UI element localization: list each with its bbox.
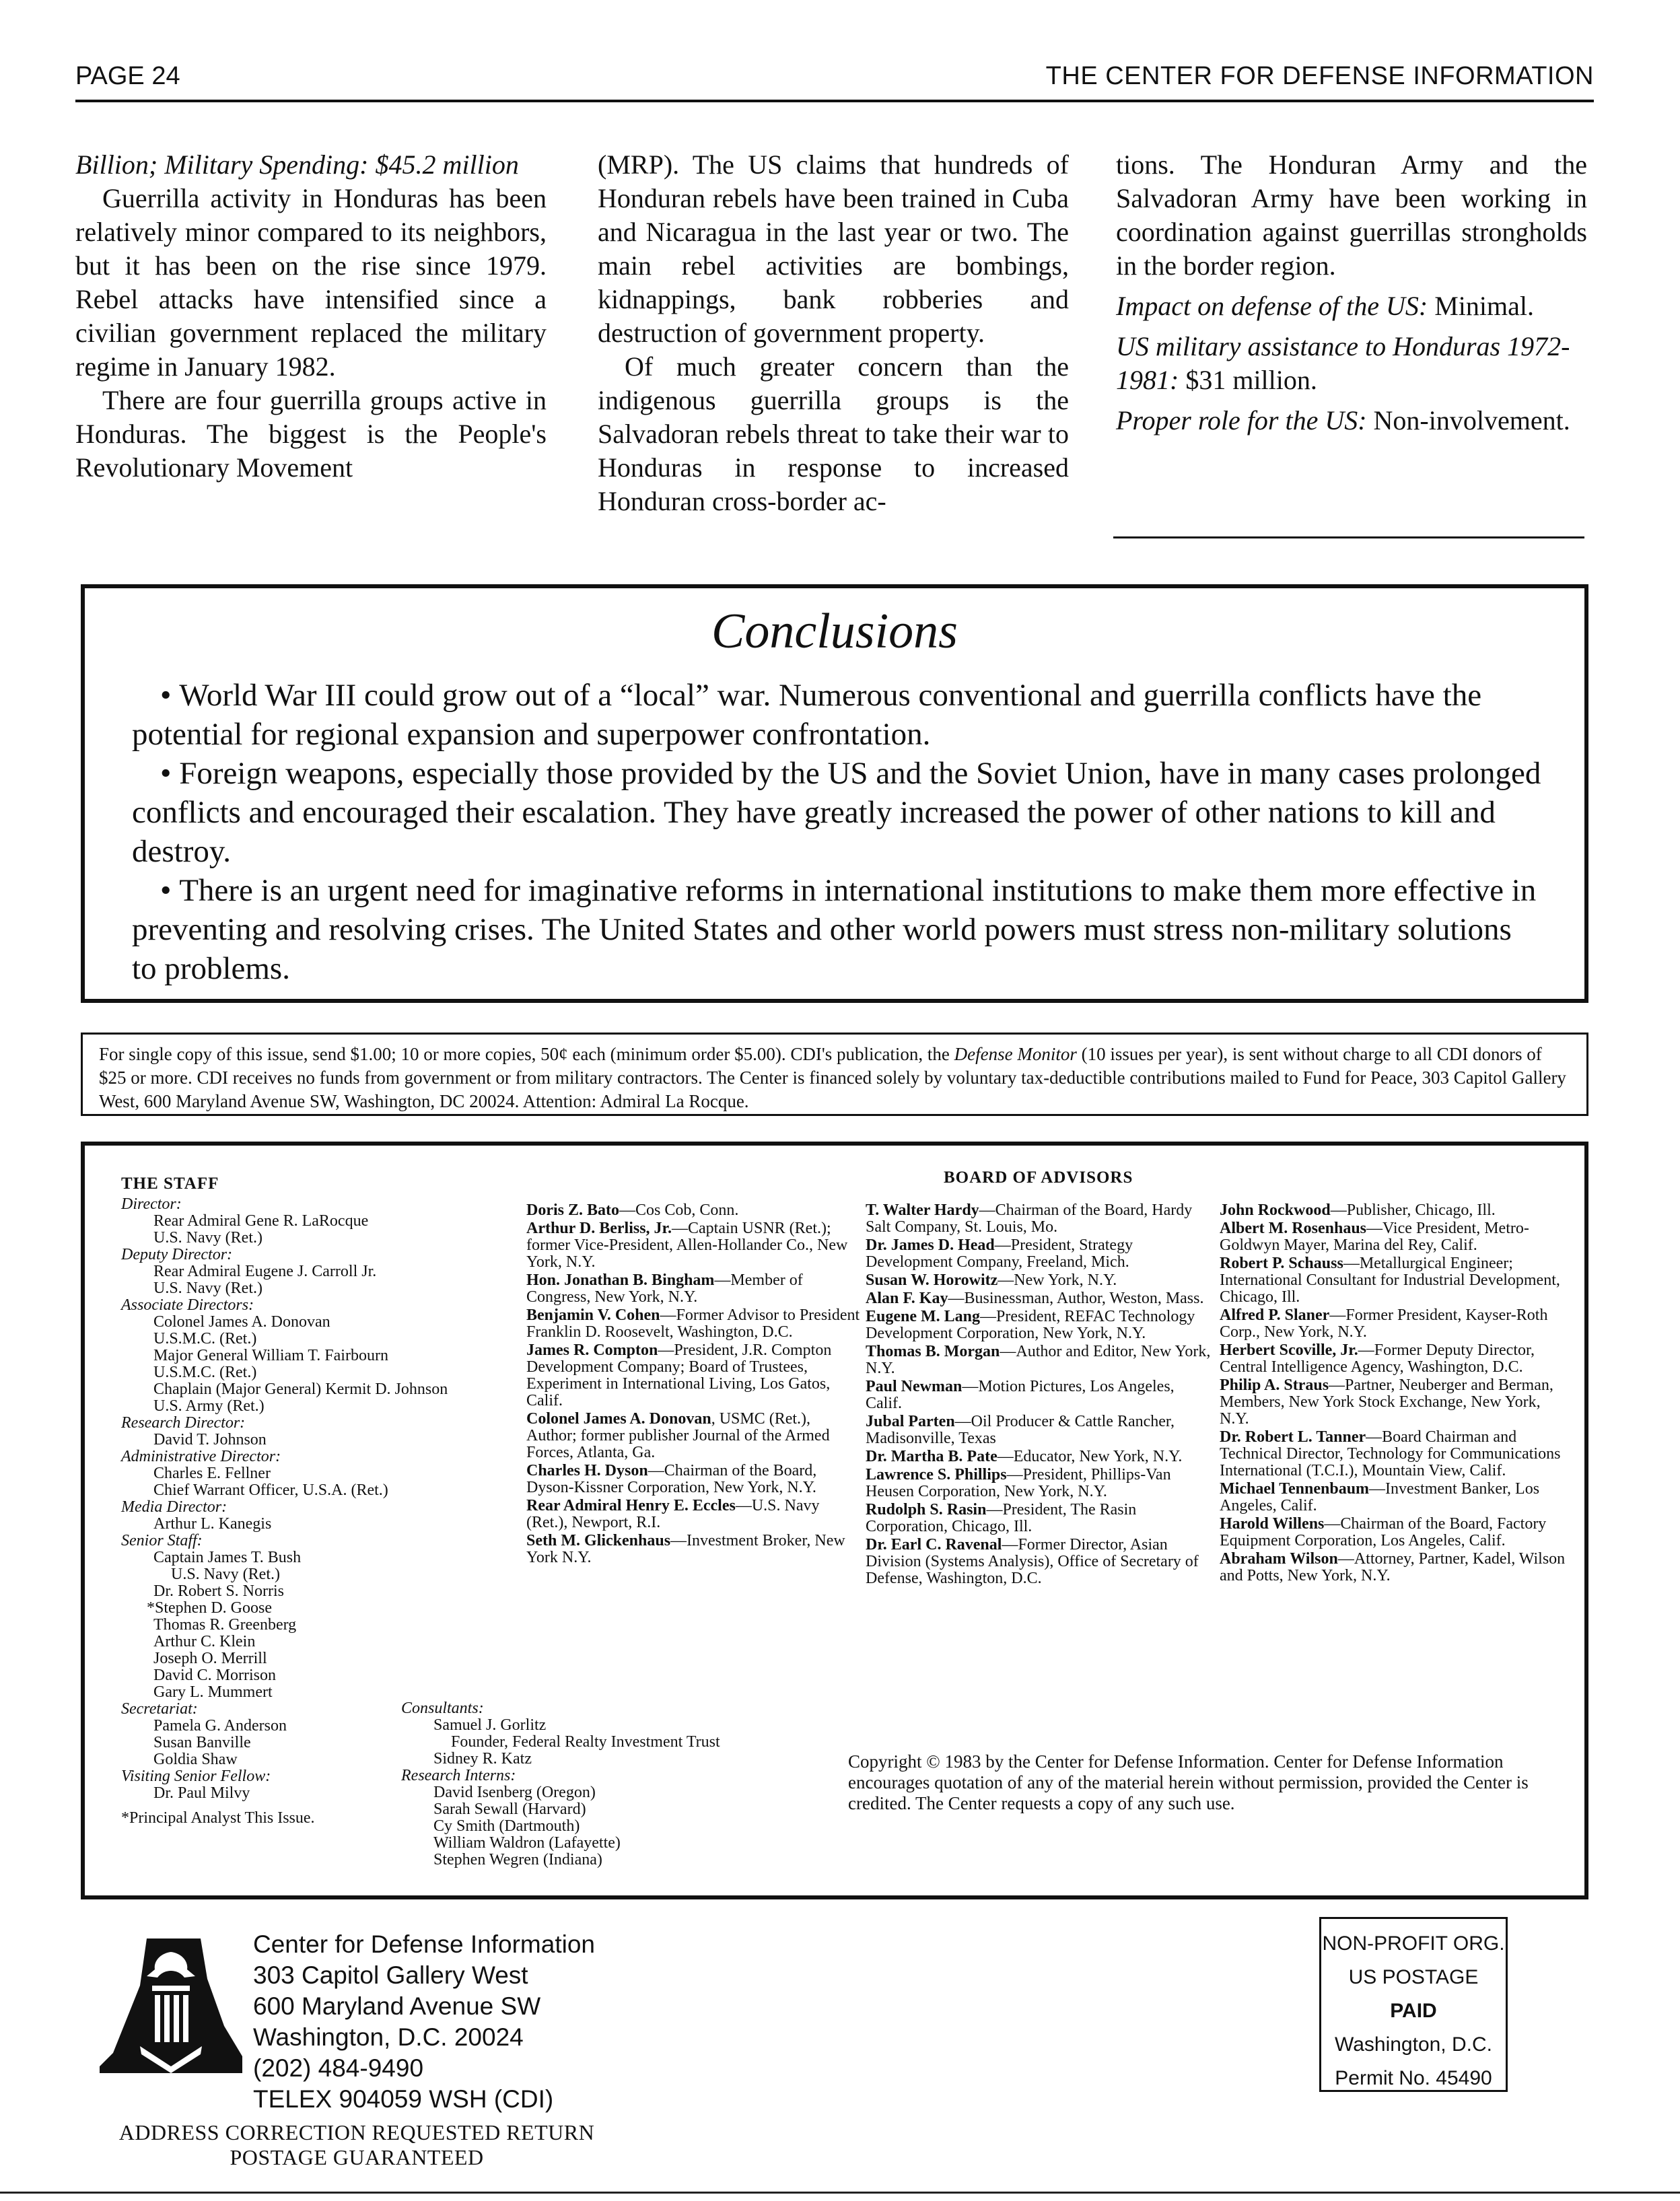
- board-entry: [1220, 1551, 1570, 1584]
- board-entry: [526, 1463, 863, 1496]
- advisor-description: —President, Phillips-Van Heusen Corporation, New York, N.Y.: [866, 1466, 1171, 1500]
- advisor-name: Harold Willens: [1220, 1515, 1325, 1533]
- board-entry: [526, 1533, 863, 1566]
- conclusions-box: [81, 584, 1588, 1003]
- advisor-name: Susan W. Horowitz: [866, 1271, 998, 1289]
- staff-name: Chief Warrant Officer, U.S.A. (Ret.): [153, 1481, 388, 1499]
- staff-name: U.S.M.C. (Ret.): [153, 1330, 257, 1348]
- staff-box: [81, 1142, 1588, 1899]
- advisor-description: —Chairman of the Board, Dyson-Kissner Corporation, New York, N.Y.: [526, 1462, 817, 1496]
- staff-name: U.S. Navy (Ret.): [153, 1229, 262, 1247]
- staff-name: Rear Admiral Gene R. LaRocque: [153, 1212, 369, 1230]
- board-entry: [866, 1202, 1212, 1236]
- board-entry: [1220, 1202, 1570, 1219]
- advisor-name: Albert M. Rosenhaus: [1220, 1220, 1367, 1237]
- advisor-name: Eugene M. Lang: [866, 1308, 981, 1325]
- advisor-description: —Investment Broker, New York N.Y.: [526, 1532, 845, 1566]
- role-label: Visiting Senior Fellow:: [121, 1768, 271, 1785]
- staff-name: Pamela G. Anderson: [153, 1717, 287, 1735]
- staff-name: U.S.M.C. (Ret.): [153, 1364, 257, 1381]
- conclusion-item: [132, 754, 1544, 871]
- advisor-description: —Metallurgical Engineer; International Consultant for Industrial Development, Chicago, Ill.: [1220, 1255, 1560, 1306]
- advisor-name: Dr. Martha B. Pate: [866, 1448, 998, 1465]
- intern-name: William Waldron (Lafayette): [433, 1834, 621, 1852]
- bullet-icon: •: [160, 678, 172, 713]
- board-entry: [866, 1413, 1212, 1447]
- staff-footnote: *Principal Analyst This Issue.: [121, 1809, 315, 1827]
- staff-heading: THE STAFF: [121, 1175, 219, 1193]
- board-entry: [866, 1237, 1212, 1271]
- impact-label: Impact on defense of the US:: [1116, 291, 1428, 321]
- board-entry: [866, 1378, 1212, 1412]
- board-entry: [526, 1202, 863, 1219]
- board-entry: [1220, 1377, 1570, 1428]
- staff-name: Captain James T. Bush: [153, 1549, 302, 1566]
- advisor-description: —Partner, Neuberger and Berman, Members, New York Stock Exchange, New York, N.Y.: [1220, 1376, 1553, 1428]
- advisor-description: —New York, N.Y.: [998, 1271, 1117, 1289]
- bullet-icon: •: [160, 873, 172, 908]
- advisor-description: —Vice President, Metro-Goldwyn Mayer, Marina del Rey, Calif.: [1220, 1220, 1529, 1254]
- advisor-description: —Oil Producer & Cattle Rancher, Madisonville, Texas: [866, 1413, 1175, 1447]
- postage-indicia: [1319, 1917, 1508, 2092]
- return-notice: [74, 2120, 639, 2170]
- advisor-name: Michael Tennenbaum: [1220, 1480, 1370, 1498]
- advisor-description: —Captain USNR (Ret.); former Vice-President, Allen-Hollander Co., New York, N.Y.: [526, 1220, 848, 1271]
- paragraph: Of much greater concern than the indigenous guerrilla groups is the Salvadoran rebels threat to take their war to Honduras in response to increased Honduran cross-border ac-: [598, 351, 1069, 516]
- staff-name: Charles E. Fellner: [153, 1465, 271, 1482]
- staff-name: Arthur L. Kanegis: [153, 1515, 272, 1533]
- advisor-description: —Former Deputy Director, Central Intelligence Agency, Washington, D.C.: [1220, 1341, 1535, 1376]
- role-label: Research Director:: [121, 1414, 246, 1432]
- role-label: Secretariat:: [121, 1700, 198, 1718]
- return-line: POSTAGE GUARANTEED: [230, 2145, 484, 2169]
- board-entry: [1220, 1307, 1570, 1341]
- conclusion-text: Foreign weapons, especially those provided by the US and the Soviet Union, have in many cases prolonged conflicts and encouraged their escalation. They have greatly increased the power of other nations to kill and destroy.: [132, 756, 1541, 869]
- intern-name: David Isenberg (Oregon): [433, 1784, 596, 1801]
- advisor-name: Herbert Scoville, Jr.: [1220, 1341, 1358, 1359]
- advisor-name: Benjamin V. Cohen: [526, 1306, 660, 1324]
- conclusion-text: There is an urgent need for imaginative reforms in international institutions to make them more effective in preventing and resolving crises. The United States and other world powers must stress non-military solutions to problems.: [132, 873, 1537, 986]
- assistance-label: US military assistance to Honduras 1972-1981:: [1116, 331, 1570, 395]
- role-label: Administrative Director:: [121, 1448, 281, 1465]
- paragraph: (MRP). The US claims that hundreds of Honduran rebels have been trained in Cuba and Nicaragua in the last year or two. The main rebel activities are bombings, kidnappings, bank robberies and destruction of government property.: [598, 149, 1069, 348]
- staff-name: Gary L. Mummert: [153, 1683, 273, 1701]
- intern-name: Cy Smith (Dartmouth): [433, 1817, 580, 1835]
- advisor-name: Colonel James A. Donovan: [526, 1410, 711, 1428]
- advisor-description: —Member of Congress, New York, N.Y.: [526, 1271, 803, 1306]
- note-text: (10 issues per year), is sent without charge to all CDI donors of $25 or more. CDI receives no funds from government or from military contractors. The Center is financed solely by voluntary tax-deductible contributions mailed to Fund for Peace, 303 Capitol Gallery West, 600 Maryland Avenue SW, Washington, DC 20024. Attention: Admiral La Rocque.: [99, 1044, 1566, 1111]
- article-column-2: [598, 148, 1069, 518]
- lead-fragment: Billion; Military Spending: $45.2 million: [75, 149, 519, 180]
- staff-name: Goldia Shaw: [153, 1751, 238, 1768]
- intern-name: Stephen Wegren (Indiana): [433, 1851, 602, 1868]
- org-name: Center for Defense Information: [253, 1930, 595, 1958]
- advisor-description: , USMC (Ret.), Author; former publisher Journal of the Armed Forces, Atlanta, Ga.: [526, 1410, 830, 1461]
- staff-name: Major General William T. Fairbourn: [153, 1347, 388, 1364]
- staff-name: Dr. Robert S. Norris: [153, 1582, 284, 1600]
- board-entry: [526, 1220, 863, 1271]
- role-label: Proper role for the US:: [1116, 405, 1367, 435]
- board-entry: [866, 1343, 1212, 1377]
- advisor-name: Hon. Jonathan B. Bingham: [526, 1271, 715, 1289]
- board-entry: [866, 1290, 1212, 1307]
- staff-name: U.S. Navy (Ret.): [171, 1566, 280, 1583]
- board-entry: [1220, 1342, 1570, 1376]
- indicia-line: NON-PROFIT ORG.: [1322, 1932, 1505, 1955]
- staff-name: Joseph O. Merrill: [153, 1650, 267, 1667]
- advisor-description: —Chairman of the Board, Hardy Salt Company, St. Louis, Mo.: [866, 1201, 1193, 1236]
- phone-number: (202) 484-9490: [253, 2054, 424, 2082]
- paragraph: tions. The Honduran Army and the Salvadoran Army have been working in coordination against guerrillas strongholds in the border region.: [1116, 149, 1587, 281]
- role-label: Consultants:: [401, 1700, 484, 1717]
- advisor-name: T. Walter Hardy: [866, 1201, 979, 1219]
- bullet-icon: •: [160, 756, 172, 791]
- advisor-name: Alan F. Kay: [866, 1290, 948, 1307]
- advisor-name: Rudolph S. Rasin: [866, 1501, 987, 1518]
- board-entry: [866, 1537, 1212, 1587]
- advisor-description: —Board Chairman and Technical Director, Technology for Communications International (T.C.I.), Mountain View, Calif.: [1220, 1428, 1561, 1479]
- advisor-name: Robert P. Schauss: [1220, 1255, 1343, 1272]
- paragraph: Guerrilla activity in Honduras has been relatively minor compared to its neighbors, but it has been on the rise since 1979. Rebel attacks have intensified since a civilian government replaced the military regime in January 1982.: [75, 183, 547, 382]
- board-entry: [526, 1411, 863, 1461]
- cdi-eagle-logo: [100, 1938, 242, 2073]
- advisor-description: —Former President, Kayser-Roth Corp., New York, N.Y.: [1220, 1306, 1548, 1341]
- board-entry: [1220, 1516, 1570, 1549]
- staff-name: David T. Johnson: [153, 1431, 267, 1448]
- advisor-description: —Investment Banker, Los Angeles, Calif.: [1220, 1480, 1540, 1514]
- consultant-desc: Founder, Federal Realty Investment Trust: [451, 1733, 720, 1751]
- mailing-address: [253, 1929, 595, 2115]
- indicia-paid: PAID: [1390, 2000, 1437, 2022]
- advisor-name: Doris Z. Bato: [526, 1201, 619, 1219]
- note-publication: Defense Monitor: [954, 1044, 1077, 1064]
- advisor-description: —Cos Cob, Conn.: [619, 1201, 739, 1219]
- address-line: 303 Capitol Gallery West: [253, 1961, 528, 1989]
- impact-line: [1116, 289, 1587, 323]
- board-entry: [866, 1272, 1212, 1289]
- staff-name: Dr. Paul Milvy: [153, 1784, 250, 1802]
- role-label: Media Director:: [121, 1498, 228, 1516]
- subscription-note: [81, 1033, 1588, 1116]
- staff-name: Chaplain (Major General) Kermit D. Johnson: [153, 1381, 448, 1398]
- board-entry: [526, 1307, 863, 1341]
- header-rule: [75, 100, 1594, 102]
- board-column: [526, 1202, 863, 1568]
- impact-value: Minimal.: [1434, 291, 1534, 321]
- staff-name: Thomas R. Greenberg: [153, 1616, 297, 1634]
- page-bottom-edge: [0, 2192, 1680, 2194]
- publication-title: THE CENTER FOR DEFENSE INFORMATION: [1045, 62, 1594, 90]
- advisor-description: —Businessman, Author, Weston, Mass.: [948, 1290, 1204, 1307]
- advisor-name: Charles H. Dyson: [526, 1462, 648, 1479]
- conclusion-item: [132, 676, 1544, 754]
- board-entry: [526, 1342, 863, 1409]
- paragraph: There are four guerrilla groups active in Honduras. The biggest is the People's Revolutionary Movement: [75, 385, 547, 483]
- advisor-description: —Publisher, Chicago, Ill.: [1330, 1201, 1496, 1219]
- advisor-name: Arthur D. Berliss, Jr.: [526, 1220, 672, 1237]
- conclusion-item: [132, 871, 1544, 988]
- advisor-description: —President, REFAC Technology Development Corporation, New York, N.Y.: [866, 1308, 1195, 1342]
- role-label: Director:: [121, 1195, 182, 1213]
- advisor-name: Seth M. Glickenhaus: [526, 1532, 671, 1549]
- board-entry: [866, 1467, 1212, 1500]
- role-label: Associate Directors:: [121, 1296, 254, 1314]
- staff-name: Rear Admiral Eugene J. Carroll Jr.: [153, 1263, 377, 1280]
- staff-name: Colonel James A. Donovan: [153, 1313, 330, 1331]
- board-entry: [1220, 1481, 1570, 1514]
- advisor-description: —President, Strategy Development Company, Freeland, Mich.: [866, 1236, 1133, 1271]
- advisor-description: —President, J.R. Compton Development Company; Board of Trustees, Experiment in International Living, Los Gatos, Calif.: [526, 1341, 832, 1409]
- indicia-line: US POSTAGE: [1348, 1966, 1479, 1988]
- advisor-name: Lawrence S. Phillips: [866, 1466, 1007, 1483]
- staff-name: David C. Morrison: [153, 1667, 276, 1684]
- advisor-name: Jubal Parten: [866, 1413, 955, 1430]
- consultants-column: [401, 1700, 818, 1868]
- address-line: Washington, D.C. 20024: [253, 2023, 524, 2051]
- staff-name: *Stephen D. Goose: [147, 1599, 272, 1617]
- board-column: [1220, 1202, 1570, 1586]
- staff-name: U.S. Army (Ret.): [153, 1397, 265, 1415]
- role-label: Senior Staff:: [121, 1532, 203, 1549]
- advisor-name: Philip A. Straus: [1220, 1376, 1329, 1394]
- advisor-name: Paul Newman: [866, 1378, 963, 1395]
- address-line: 600 Maryland Avenue SW: [253, 1992, 541, 2020]
- board-entry: [1220, 1255, 1570, 1306]
- telex-number: TELEX 904059 WSH (CDI): [253, 2085, 554, 2113]
- board-entry: [526, 1498, 863, 1531]
- board-entry: [526, 1272, 863, 1306]
- assistance-value: $31 million.: [1185, 365, 1317, 395]
- consultant-name: Sidney R. Katz: [433, 1750, 532, 1768]
- role-line: [1116, 404, 1587, 438]
- board-entry: [866, 1502, 1212, 1535]
- advisor-description: —Attorney, Partner, Kadel, Wilson and Potts, New York, N.Y.: [1220, 1550, 1566, 1584]
- advisor-description: —Educator, New York, N.Y.: [997, 1448, 1183, 1465]
- indicia-line: Washington, D.C.: [1335, 2033, 1492, 2056]
- board-heading: BOARD OF ADVISORS: [944, 1168, 1133, 1187]
- assistance-line: [1116, 330, 1587, 397]
- column-end-rule: [1113, 536, 1584, 538]
- copyright-notice: Copyright © 1983 by the Center for Defense Information. Center for Defense Information encourages quotation of any of the material herein without permission, provided the Center is credited. The Center requests a copy of any such use.: [848, 1751, 1529, 1813]
- advisor-name: Dr. James D. Head: [866, 1236, 995, 1254]
- advisor-description: —Author and Editor, New York, N.Y.: [866, 1343, 1211, 1377]
- advisor-name: John Rockwood: [1220, 1201, 1331, 1219]
- board-entry: [866, 1448, 1212, 1465]
- article-column-1: [75, 148, 547, 485]
- page-number: PAGE 24: [75, 62, 180, 90]
- role-label: Research Interns:: [401, 1767, 516, 1784]
- return-line: ADDRESS CORRECTION REQUESTED RETURN: [118, 2120, 595, 2144]
- advisor-description: —Motion Pictures, Los Angeles, Calif.: [866, 1378, 1175, 1412]
- advisor-description: —U.S. Navy (Ret.), Newport, R.I.: [526, 1497, 820, 1531]
- staff-name: Arthur C. Klein: [153, 1633, 256, 1650]
- consultant-name: Samuel J. Gorlitz: [433, 1716, 547, 1734]
- role-value: Non-involvement.: [1373, 405, 1570, 435]
- advisor-name: Abraham Wilson: [1220, 1550, 1338, 1568]
- advisor-name: Dr. Earl C. Ravenal: [866, 1536, 1002, 1553]
- conclusion-text: World War III could grow out of a “local” war. Numerous conventional and guerrilla conflicts have the potential for regional expansion and superpower confrontation.: [132, 678, 1482, 752]
- board-entry: [1220, 1220, 1570, 1254]
- indicia-permit: Permit No. 45490: [1335, 2067, 1492, 2089]
- article-column-3: [1116, 148, 1587, 438]
- note-text: For single copy of this issue, send $1.00; 10 or more copies, 50¢ each (minimum order $5.00). CDI's publication, the: [99, 1044, 954, 1064]
- role-label: Deputy Director:: [121, 1246, 233, 1263]
- advisor-name: Alfred P. Slaner: [1220, 1306, 1330, 1324]
- staff-name: Susan Banville: [153, 1734, 251, 1751]
- advisor-description: —Former Advisor to President Franklin D. Roosevelt, Washington, D.C.: [526, 1306, 860, 1341]
- advisor-name: James R. Compton: [526, 1341, 658, 1359]
- conclusions-list: [132, 676, 1544, 988]
- advisor-name: Thomas B. Morgan: [866, 1343, 1000, 1360]
- board-entry: [866, 1308, 1212, 1342]
- board-entry: [1220, 1429, 1570, 1479]
- conclusions-title: Conclusions: [711, 604, 958, 659]
- intern-name: Sarah Sewall (Harvard): [433, 1801, 586, 1818]
- advisor-name: Rear Admiral Henry E. Eccles: [526, 1497, 736, 1514]
- advisor-description: —President, The Rasin Corporation, Chicago, Ill.: [866, 1501, 1137, 1535]
- advisor-description: —Chairman of the Board, Factory Equipment Corporation, Los Angeles, Calif.: [1220, 1515, 1547, 1549]
- advisor-description: —Former Director, Asian Division (Systems Analysis), Office of Secretary of Defense, Washington, D.C.: [866, 1536, 1199, 1587]
- staff-name: U.S. Navy (Ret.): [153, 1280, 262, 1297]
- advisor-name: Dr. Robert L. Tanner: [1220, 1428, 1366, 1446]
- board-column: [866, 1202, 1212, 1588]
